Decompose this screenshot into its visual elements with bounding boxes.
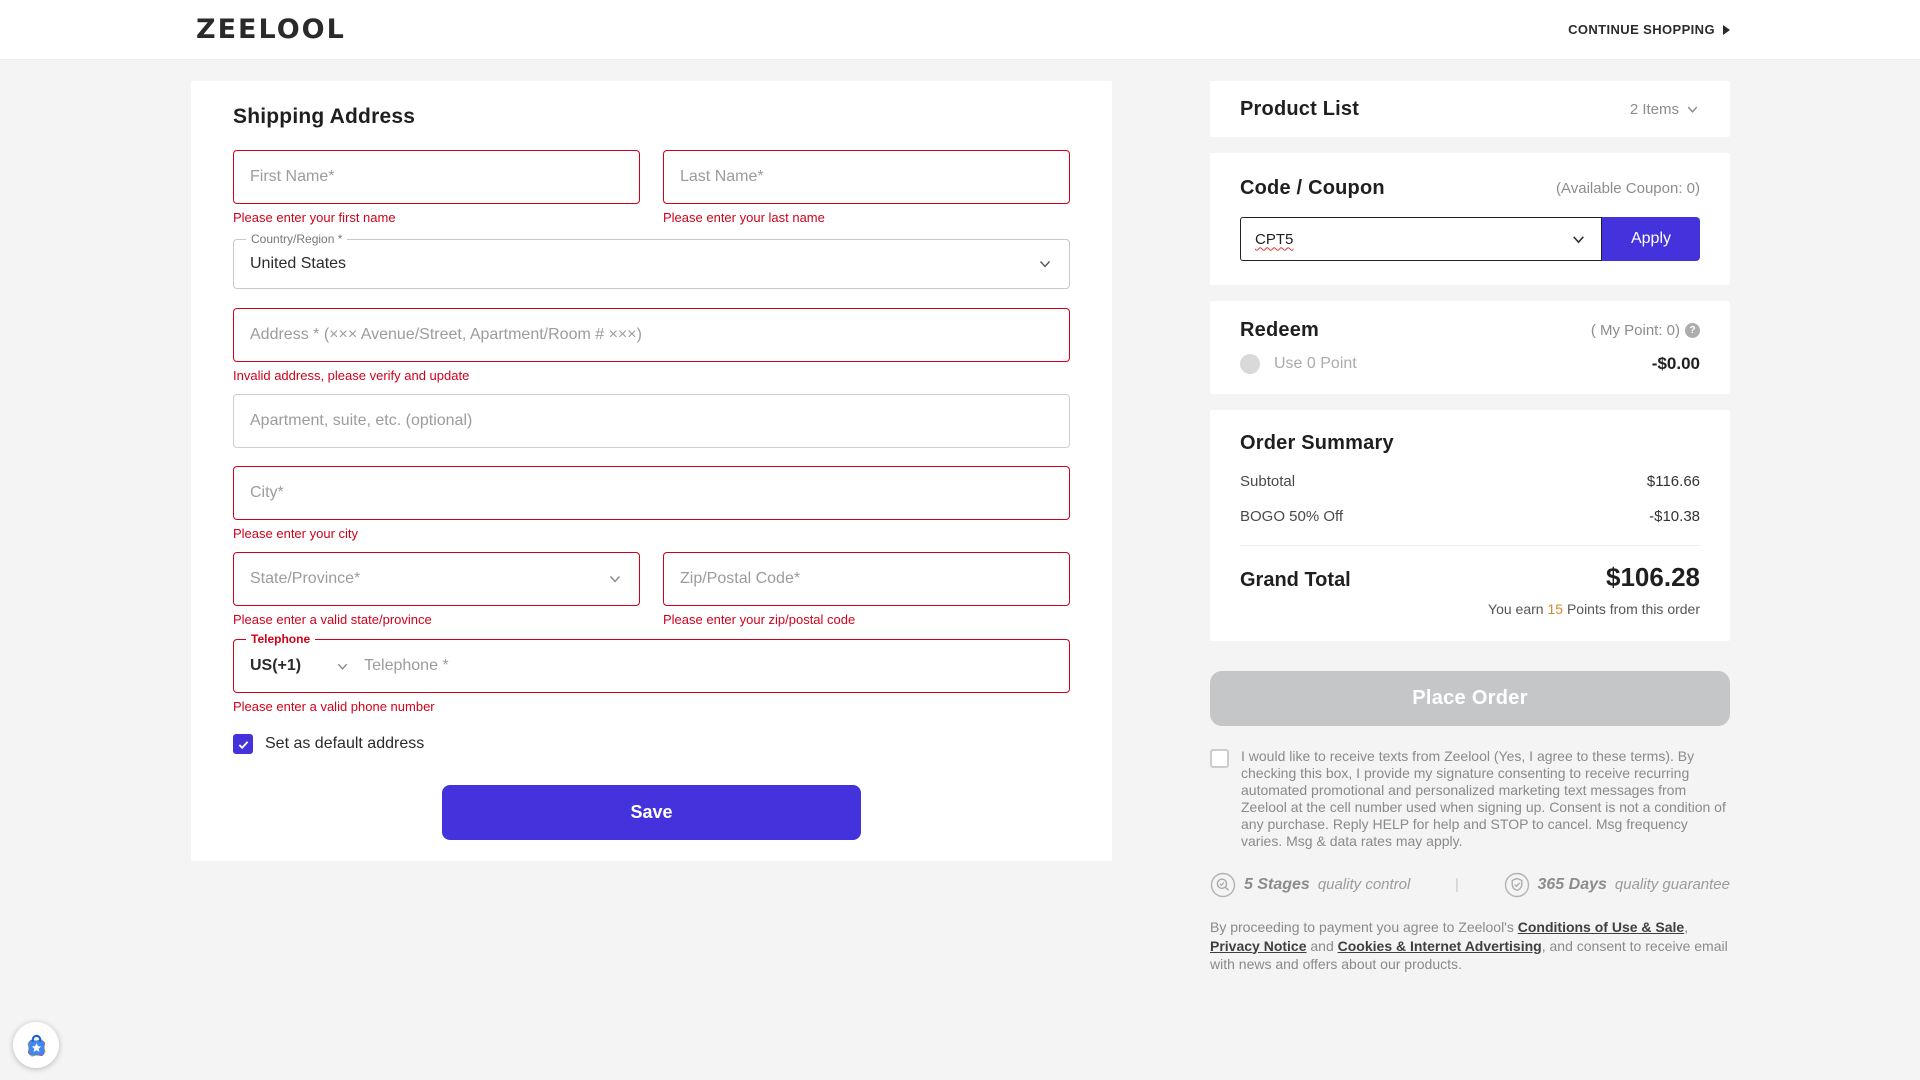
apply-coupon-button[interactable]: Apply	[1602, 217, 1700, 261]
coupon-value: CPT5	[1255, 230, 1294, 248]
zeelool-logo[interactable]: ZEELOOL	[196, 14, 346, 45]
sms-consent-text: I would like to receive texts from Zeelool (Yes, I agree to these terms). By checking this box, I provide my signature consenting to receive recurring automated promotional and personalized marketing text messages from Zeelool at the cell number used when signing up. Consent is not a condition of any purchase. Reply HELP for help and STOP to cancel. Msg frequency varies. Msg & data rates may apply.	[1241, 748, 1726, 849]
coupon-input[interactable]	[1240, 217, 1602, 261]
subtotal-label: Subtotal	[1240, 473, 1296, 490]
product-list-toggle[interactable]	[1630, 101, 1700, 118]
available-coupon-count: (Available Coupon: 0)	[1556, 180, 1700, 197]
arrow-right-icon	[1723, 25, 1730, 35]
legal-text: By proceeding to payment you agree to Zeelool's Conditions of Use & Sale, Privacy Notice and Cookies & Internet Advertising, and consent to receive email with news and offers about our products.	[1210, 918, 1728, 973]
chevron-down-icon	[1037, 256, 1053, 272]
state-province-placeholder: State/Province*	[250, 570, 361, 587]
zip-postal-error: Please enter your zip/postal code	[663, 612, 856, 627]
quality-control-badge: 5 Stages quality control	[1210, 872, 1410, 898]
points-earned-value: 15	[1547, 601, 1564, 617]
first-name-error: Please enter your first name	[233, 210, 396, 225]
country-region-value: United States	[250, 255, 347, 272]
redeem-card	[1210, 301, 1730, 394]
use-points-label: Use 0 Point	[1274, 355, 1357, 372]
product-list-card	[1210, 81, 1730, 137]
state-province-select[interactable]	[233, 552, 640, 606]
last-name-field[interactable]	[663, 150, 1070, 204]
country-region-label: Country/Region *	[246, 232, 347, 246]
redeem-amount: -$0.00	[1651, 354, 1700, 373]
city-field[interactable]	[233, 466, 1070, 520]
zip-postal-field[interactable]	[663, 552, 1070, 606]
conditions-link[interactable]: Conditions of Use & Sale	[1517, 918, 1685, 935]
continue-shopping-link[interactable]	[1568, 22, 1730, 37]
chevron-down-icon[interactable]	[335, 659, 350, 674]
telephone-label: Telephone	[246, 632, 315, 646]
country-region-select[interactable]	[233, 232, 1070, 289]
phone-country-code[interactable]: US(+1)	[250, 657, 302, 674]
subtotal-value: $116.66	[1646, 473, 1700, 490]
items-count: 2 Items	[1629, 100, 1679, 118]
order-summary-title: Order Summary	[1240, 432, 1394, 454]
privacy-link[interactable]: Privacy Notice	[1210, 937, 1307, 954]
shopping-widget-button[interactable]	[13, 1022, 59, 1068]
sms-consent-checkbox[interactable]	[1210, 749, 1229, 768]
quality-guarantee-badge: 365 Days quality guarantee	[1504, 872, 1730, 898]
coupon-title: Code / Coupon	[1240, 177, 1385, 199]
summary-row-subtotal	[1240, 473, 1700, 490]
help-icon[interactable]: ?	[1685, 323, 1700, 338]
redeem-title: Redeem	[1240, 319, 1320, 341]
apartment-field[interactable]	[233, 394, 1070, 448]
shipping-address-title: Shipping Address	[233, 105, 416, 128]
cookies-link[interactable]: Cookies & Internet Advertising	[1337, 937, 1542, 954]
shield-check-icon	[1504, 872, 1530, 898]
default-address-label: Set as default address	[265, 735, 425, 752]
telephone-field[interactable]	[233, 632, 1070, 693]
discount-label: BOGO 50% Off	[1240, 508, 1344, 525]
product-list-title: Product List	[1240, 97, 1360, 120]
my-points-label: ( My Point: 0)	[1590, 322, 1680, 339]
chevron-down-icon	[607, 571, 623, 587]
city-error: Please enter your city	[233, 526, 359, 541]
top-bar	[0, 0, 1920, 60]
first-name-field[interactable]	[233, 150, 640, 204]
place-order-button[interactable]: Place Order	[1210, 671, 1730, 726]
summary-row-discount	[1240, 508, 1700, 525]
shipping-address-card	[191, 81, 1112, 861]
address-field[interactable]	[233, 308, 1070, 362]
grand-total-value: $106.28	[1606, 562, 1700, 592]
address-error: Invalid address, please verify and update	[233, 368, 470, 383]
order-summary-card	[1210, 410, 1730, 641]
divider	[1240, 545, 1700, 546]
shopping-bag-icon	[23, 1032, 50, 1059]
telephone-error: Please enter a valid phone number	[233, 699, 435, 714]
quality-badges	[1210, 872, 1730, 898]
state-province-error: Please enter a valid state/province	[233, 612, 432, 627]
default-address-checkbox-row[interactable]	[233, 734, 1070, 754]
chevron-down-icon	[1685, 102, 1700, 117]
checkbox-checked-icon[interactable]	[233, 734, 253, 754]
chevron-down-icon[interactable]	[1570, 231, 1587, 248]
magnifier-check-icon	[1210, 872, 1236, 898]
save-button[interactable]: Save	[442, 785, 861, 840]
use-points-radio[interactable]	[1240, 354, 1260, 374]
discount-value: -$10.38	[1649, 508, 1700, 525]
divider: |	[1454, 876, 1459, 894]
continue-shopping-label: CONTINUE SHOPPING	[1568, 22, 1715, 37]
points-earned-line: You earn 15 Points from this order	[1488, 601, 1700, 617]
telephone-placeholder: Telephone *	[364, 657, 449, 674]
grand-total-label: Grand Total	[1240, 569, 1351, 591]
last-name-error: Please enter your last name	[663, 210, 825, 225]
coupon-card	[1210, 153, 1730, 285]
